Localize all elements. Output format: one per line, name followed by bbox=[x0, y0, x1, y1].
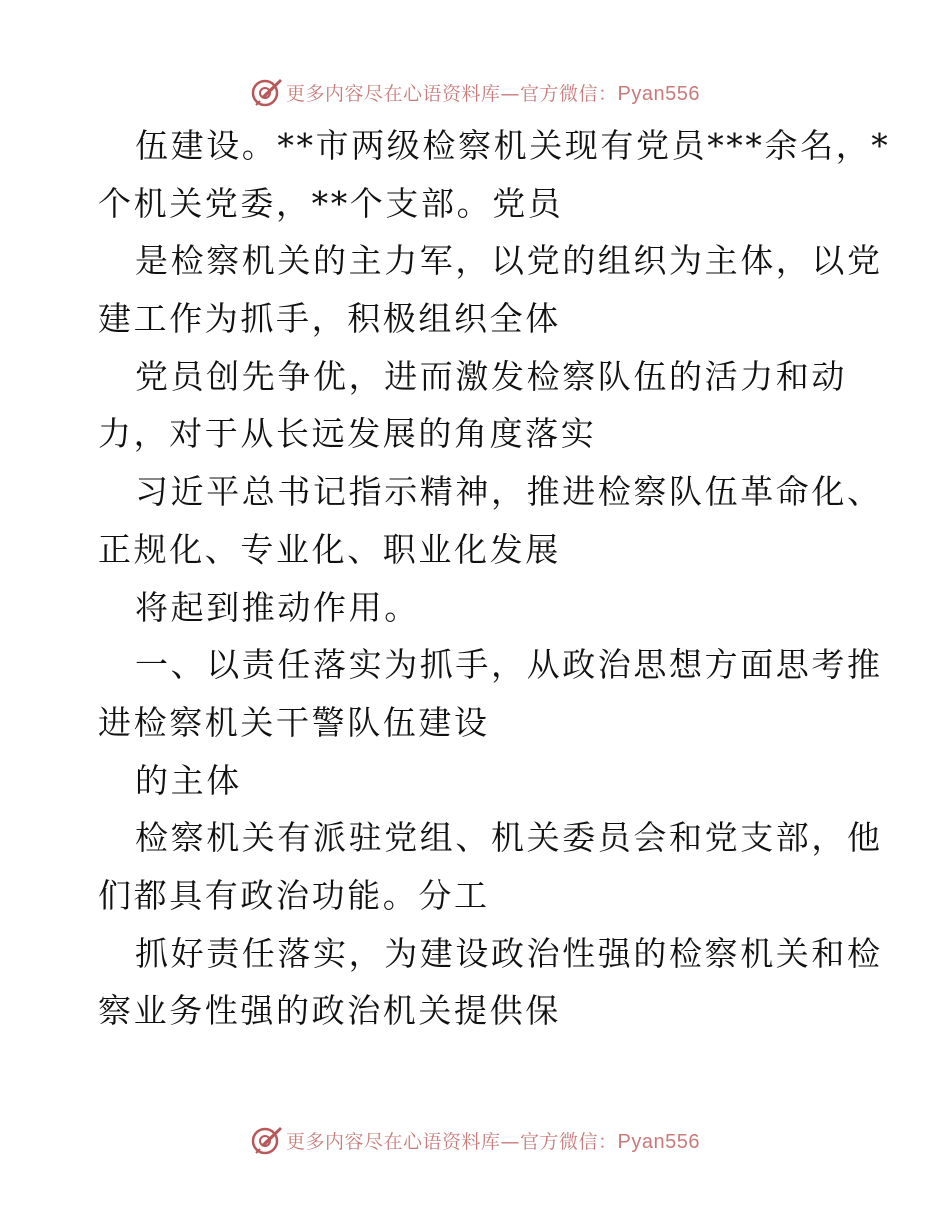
text-line: 正规化、专业化、职业化发展 bbox=[98, 529, 561, 569]
header-watermark bbox=[0, 72, 950, 112]
watermark-wechat-id: Pyan556 bbox=[617, 82, 700, 105]
section-heading-line: 进检察机关干警队伍建设 bbox=[98, 702, 490, 742]
text-line: 习近平总书记指示精神，推进检察队伍革命化、 bbox=[135, 472, 883, 512]
text-line: 伍建设。**市两级检察机关现有党员***余名，* bbox=[135, 126, 891, 165]
watermark-text bbox=[286, 79, 700, 106]
quill-logo-icon bbox=[250, 1123, 284, 1157]
footer-watermark bbox=[0, 1120, 950, 1160]
watermark-dash: — bbox=[500, 82, 521, 105]
text-line: 抓好责任落实，为建设政治性强的检察机关和检 bbox=[135, 933, 883, 973]
text-line: 个机关党委，**个支部。党员 bbox=[98, 183, 564, 223]
quill-logo-icon bbox=[250, 75, 284, 109]
text-line: 建工作为抓手，积极组织全体 bbox=[98, 299, 561, 339]
watermark-wechat-label: 官方微信： bbox=[520, 82, 618, 105]
text-line: 察业务性强的政治机关提供保 bbox=[98, 991, 561, 1031]
watermark-wechat-label: 官方微信： bbox=[520, 1130, 618, 1153]
section-heading-line: 的主体 bbox=[135, 760, 242, 800]
text-line: 是检察机关的主力军，以党的组织为主体，以党 bbox=[135, 241, 883, 281]
watermark-wechat-id: Pyan556 bbox=[617, 1130, 700, 1153]
watermark-site-text: 更多内容尽在心语资料库 bbox=[286, 82, 501, 105]
text-line: 党员创先争优，进而激发检察队伍的活力和动 bbox=[135, 356, 847, 396]
text-line: 将起到推动作用。 bbox=[135, 587, 420, 627]
watermark-dash: — bbox=[500, 1130, 521, 1153]
text-line: 检察机关有派驻党组、机关委员会和党支部，他 bbox=[135, 818, 883, 858]
watermark-text bbox=[286, 1127, 700, 1154]
watermark-site-text: 更多内容尽在心语资料库 bbox=[286, 1130, 501, 1153]
section-heading-line: 一、以责任落实为抓手，从政治思想方面思考推 bbox=[135, 645, 883, 685]
text-line: 力，对于从长远发展的角度落实 bbox=[98, 414, 597, 454]
text-line: 们都具有政治功能。分工 bbox=[98, 875, 490, 915]
document-body bbox=[98, 126, 891, 1049]
